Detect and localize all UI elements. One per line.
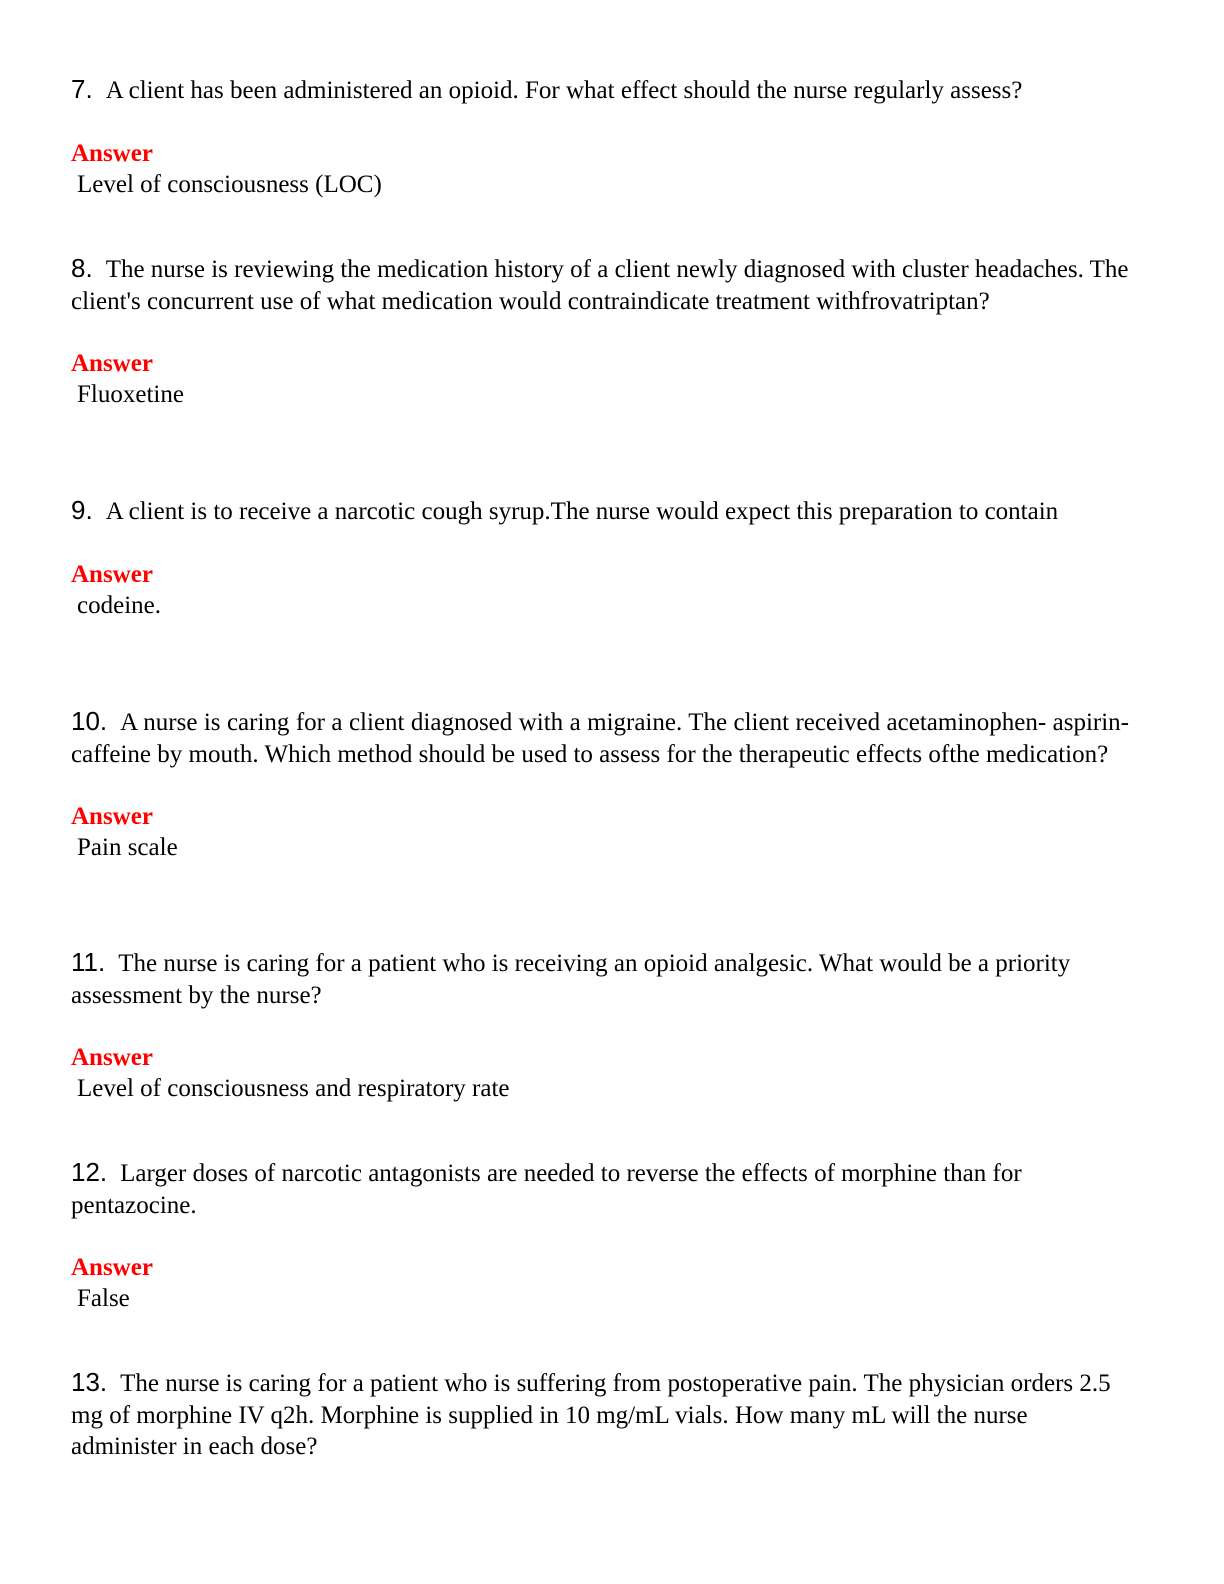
- answer-label: Answer: [71, 350, 153, 377]
- question-number: 11.: [71, 947, 106, 977]
- question-text: The nurse is caring for a patient who is suffering from postoperative pain. The physician orders 2.5 mg of morphine IV q2h. Morphine is supplied in 10 mg/mL vials. How many mL will the nurse administer in each dose?: [71, 1370, 1111, 1460]
- answer-text: Fluoxetine: [77, 381, 184, 408]
- qa-item-13: [71, 1367, 1129, 1463]
- question-text: The nurse is reviewing the medication history of a client newly diagnosed with cluster headaches. The client's concurrent use of what medication would contraindicate treatment withfrovatriptan?: [71, 256, 1129, 315]
- question-number: 7.: [71, 74, 93, 104]
- answer-text: False: [77, 1285, 130, 1312]
- qa-item-10: [71, 706, 1129, 863]
- question-10: [71, 706, 1129, 770]
- answer-label: Answer: [71, 803, 153, 830]
- qa-item-7: [71, 74, 1129, 200]
- answer-text: Level of consciousness and respiratory rate: [77, 1075, 510, 1102]
- question-text: A client is to receive a narcotic cough syrup.The nurse would expect this preparation to contain: [105, 498, 1059, 525]
- question-7: [71, 74, 1129, 107]
- qa-item-11: [71, 947, 1129, 1104]
- question-11: [71, 947, 1129, 1011]
- question-number: 8.: [71, 253, 93, 283]
- answer-text: Pain scale: [77, 834, 178, 861]
- question-13: [71, 1367, 1129, 1463]
- answer-text: Level of consciousness (LOC): [77, 170, 382, 198]
- answer-text: codeine.: [77, 591, 161, 619]
- qa-item-8: [71, 253, 1129, 410]
- question-8: [71, 253, 1129, 317]
- question-number: 12.: [71, 1157, 108, 1187]
- question-number: 9.: [71, 495, 93, 525]
- question-text: Larger doses of narcotic antagonists are needed to reverse the effects of morphine than for pentazocine.: [71, 1160, 1022, 1219]
- answer-label: Answer: [71, 1044, 153, 1071]
- qa-item-12: [71, 1157, 1129, 1314]
- answer-label: Answer: [71, 1254, 153, 1281]
- question-number: 13.: [71, 1367, 108, 1397]
- question-12: [71, 1157, 1129, 1221]
- question-number: 10.: [71, 706, 108, 736]
- answer-label: Answer: [71, 560, 153, 588]
- answer-label: Answer: [71, 139, 153, 167]
- question-text: The nurse is caring for a patient who is receiving an opioid analgesic. What would be a priority assessment by the nurse?: [71, 950, 1071, 1009]
- qa-item-9: [71, 495, 1129, 621]
- question-text: A client has been administered an opioid. For what effect should the nurse regularly assess?: [105, 77, 1023, 104]
- question-9: [71, 495, 1129, 528]
- question-text: A nurse is caring for a client diagnosed with a migraine. The client received acetaminophen- aspirin-caffeine by mouth. Which method should be used to assess for the therapeutic effects ofthe medication?: [71, 709, 1129, 768]
